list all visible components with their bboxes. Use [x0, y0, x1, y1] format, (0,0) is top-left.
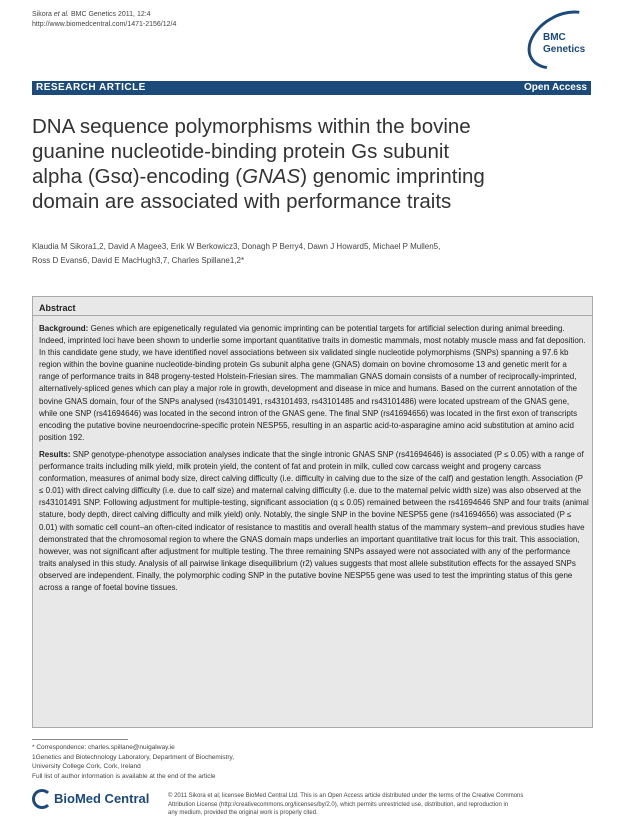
logo-line1: BMC — [543, 32, 566, 43]
article-type-label: RESEARCH ARTICLE — [36, 82, 146, 93]
abstract-body — [39, 323, 589, 599]
abstract-results: Results: SNP genotype-phenotype association analyses indicate that the single intronic GNAS SNP (rs41694646) is associated (P ≤ 0.05) with a range of performance traits including milk yield, milk protein yield, the content of fat and protein in milk, culled cow carcass weight and progeny carcass conformation, measures of animal body size, direct calving difficulty (i.e. difficulty in calving due to the size of the calf) and gestation length. Association (P ≤ 0.01) with direct calving difficulty (i.e. due to calf size) and maternal calving difficulty (i.e. due to the maternal pelvic width size) was also observed at the rs43101491 SNP. Following adjustment for multiple-testing, significant association (q ≤ 0.05) remained between the rs41694646 SNP and four traits (animal stature, body depth, direct calving difficulty and milk yield) only. Notably, the single SNP in the bovine NESP55 gene (rs41694656) was associated (P ≤ 0.01) with somatic cell count–an often-cited indicator of resistance to mastitis and overall health status of the mammary system–and previous studies have demonstrated that the chromosomal region to where the GNAS domain maps underlies an important quantitative trait locus for this trait. This association, however, was not significant after adjustment for multiple testing. The three remaining SNPs assayed were not associated with any of the performance traits analysed in this study. Analysis of all pairwise linkage disequilibrium (r2) values suggests that most allele substitution effects for the assayed SNPs observed are independent. Finally, the polymorphic coding SNP in the putative bovine NESP55 gene was used to test the imprinting status of this gene across a range of foetal bovine tissues. — [39, 449, 589, 592]
abstract-box — [32, 296, 593, 728]
logo-line2: Genetics — [543, 44, 586, 55]
footnote-affiliation: 1Genetics and Biotechnology Laboratory, Department of Biochemistry, — [32, 753, 235, 761]
footnotes — [32, 743, 432, 781]
title-line-4: domain are associated with performance traits — [32, 190, 452, 213]
header-url[interactable]: http://www.biomedcentral.com/1471-2156/12/4 — [32, 21, 177, 28]
footnote-rule — [32, 739, 128, 740]
bmc-genetics-logo — [525, 14, 603, 64]
footnote-more: Full list of author information is available at the end of the article — [32, 772, 216, 780]
open-access-label: Open Access — [524, 82, 587, 93]
footnote-correspondence: * Correspondence: charles.spillane@nuigalway.ie — [32, 744, 175, 751]
header-authors: Sikora — [32, 11, 52, 18]
license-text — [168, 792, 598, 818]
authors-line-2: Ross D Evans6, David E MacHugh3,7, Charles Spillane1,2* — [32, 256, 245, 265]
license-line-2: Attribution License (http://creativecommons.org/licenses/by/2.0), which permits unrestricted use, distribution, and reproduction in — [168, 801, 509, 808]
footnote-affiliation-2: University College Cork, Cork, Ireland — [32, 763, 141, 770]
article-type-bar — [32, 81, 591, 95]
authors-line-1: Klaudia M Sikora1,2, David A Magee3, Erik W Berkowicz3, Donagh P Berry4, Dawn J Howard5, Michael P Mullen5, — [32, 242, 441, 251]
license-line-1: © 2011 Sikora et al; licensee BioMed Central Ltd. This is an Open Access article distributed under the terms of the Creative Commons — [168, 793, 524, 799]
title-line-1: DNA sequence polymorphisms within the bovine — [32, 115, 471, 138]
author-list — [32, 240, 607, 268]
article-title — [32, 114, 607, 214]
abstract-heading: Abstract — [39, 303, 76, 313]
abstract-background: Background: Genes which are epigenetically regulated via genomic imprinting can be potential targets for artificial selection during animal breeding. Indeed, imprinted loci have been shown to underlie some important quantitative traits in domestic mammals, most notably muscle mass and fat deposition. In this candidate gene study, we have identified novel associations between six validated single nucleotide polymorphisms (SNPs) spanning a 97.6 kb region within the bovine guanine nucleotide-binding protein Gs subunit alpha gene (GNAS) domain on bovine chromosome 13 and genetic merit for a range of performance traits in 848 progeny-tested Holstein-Friesian sires. The mammalian GNAS domain consists of a number of reciprocally-imprinted, alternatively-spliced genes which can play a major role in growth, development and disease in mice and humans. Based on the current annotation of the bovine GNAS domain, four of the SNPs analysed (rs43101491, rs43101493, rs43101485 and rs43101486) were located upstream of the GNAS gene, while one SNP (rs41694646) was located in the second intron of the GNAS gene. The final SNP (rs41694656) was located in the first exon of transcripts encoding the putative bovine neuroendocrine-specific protein NESP55, resulting in an aspartic acid-to-asparagine amino acid substitution at amino acid position 192. — [39, 324, 586, 442]
publisher-name: BioMed Central — [54, 791, 150, 806]
license-line-3: any medium, provided the original work is properly cited. — [168, 810, 318, 816]
running-header — [32, 10, 176, 30]
header-journal: BMC Genetics 2011, 12:4 — [70, 11, 151, 18]
title-line-2: guanine nucleotide-binding protein Gs subunit — [32, 140, 450, 163]
biomed-circle-icon — [32, 789, 52, 809]
biomed-central-logo — [32, 788, 152, 810]
title-line-3: alpha (Gsα)-encoding (GNAS) genomic imprinting — [32, 165, 485, 188]
abstract-divider — [33, 315, 592, 316]
header-etal: et al. — [53, 11, 69, 18]
